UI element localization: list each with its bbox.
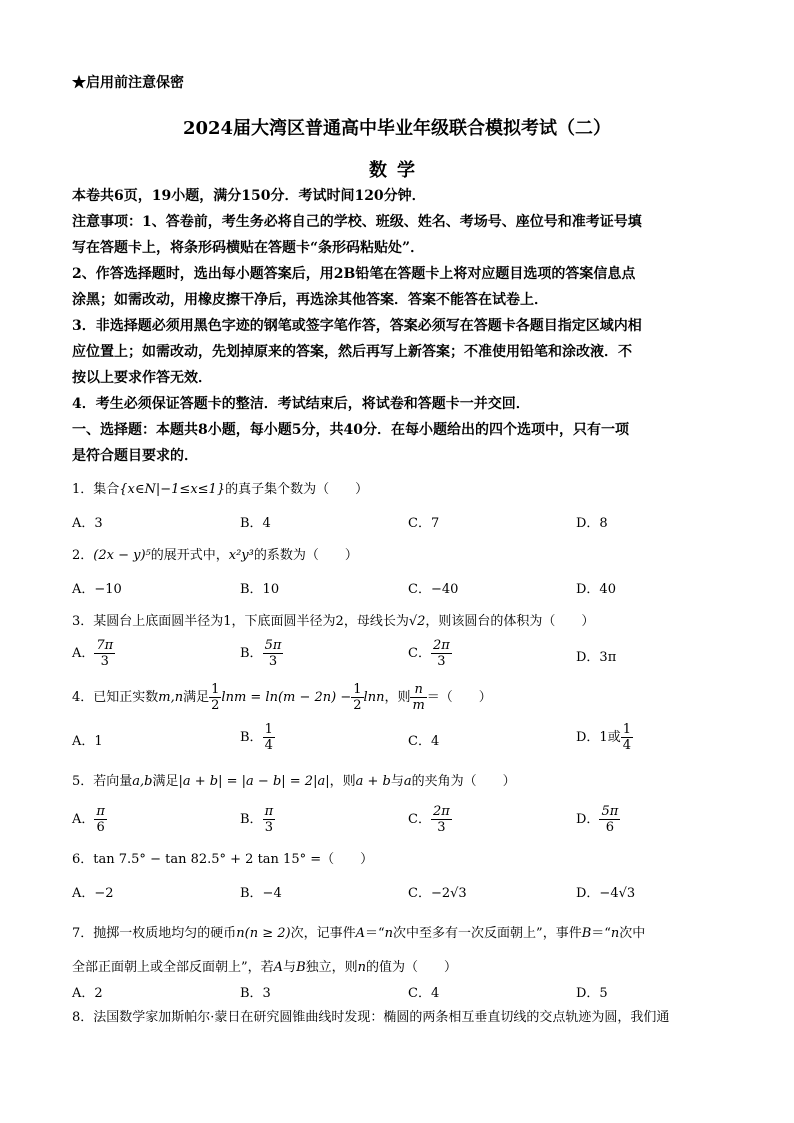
q3-option-c [408,638,452,669]
q3-b-label: B． [240,646,263,661]
q2-term-math: x²y³ [228,548,254,563]
q5-a-math: a [403,774,412,789]
q3-stem-pre: 3．某圆台上底面圆半径为1，下底面圆半径为2，母线长为 [72,614,409,629]
q5-option-a [72,804,107,835]
q7-n-math: n(n ≥ 2) [236,926,291,941]
q7-n-math-3: n [610,926,620,941]
q7-n-math-2: n [384,926,394,941]
question-5-stem [72,770,516,789]
q7-event-b: B [581,926,592,941]
q5-a-fraction [94,804,107,835]
question-1-stem [72,478,368,497]
q1-option-b: B．4 [240,516,271,531]
q7-option-b: B．3 [240,986,271,1001]
q3-option-a [72,638,115,669]
question-4-stem [72,682,492,713]
q3-c-num: 2π [432,638,450,653]
q5-stem-pre: 5．若向量 [72,774,133,789]
q1-set-math: {x∈N|−1≤x≤1} [119,482,226,497]
q4-option-b [240,722,275,753]
q4-mn-math: m,n [158,690,184,705]
section-1-a: 一、选择题：本题共8小题，每小题5分，共40分．在每小题给出的四个选项中，只有一项 [72,422,629,438]
q5-c-den: 3 [437,820,446,835]
q2-binomial-math: (2x − y)⁵ [93,548,151,563]
q4-d-num: 1 [622,722,631,737]
q5-d-num: 5π [601,804,619,819]
q1-option-c: C．7 [408,516,440,531]
q7-stem-mid2: ＝“ [365,926,385,941]
note-3b: 应位置上；如需改动，先划掉原来的答案，然后再写上新答案；不准使用铅笔和涂改液．不 [72,344,632,360]
q7-option-d: D．5 [576,986,608,1001]
q4-option-c: C．4 [408,734,440,749]
q2-option-a: A．−10 [72,582,122,597]
q3-b-fraction [263,638,284,669]
q3-b-den: 3 [268,654,278,669]
q4-d-den: 4 [622,738,631,753]
note-2a: 2、作答选择题时，选出每小题答案后，用2B铅笔在答题卡上将对应题目选项的答案信息点 [72,266,636,282]
q4-stem-mid: 满足 [183,690,210,705]
q5-option-c [408,804,452,835]
q5-stem-mid2: ，则 [329,774,356,789]
q2-stem-mid: 的展开式中， [150,548,229,563]
question-7-stem-line2 [72,956,457,975]
q5-option-d [576,804,620,835]
q4-option-d [576,722,633,753]
q5-b-fraction [263,804,276,835]
q7-line2-mid2: 独立，则 [305,960,358,975]
q4-nm-den: m [412,698,425,713]
note-2b: 涂黑；如需改动，用橡皮擦干净后，再选涂其他答案．答案不能答在试卷上． [72,292,548,308]
q4-nm-fraction [410,682,426,713]
exam-title: 2024届大湾区普通高中毕业年级联合模拟考试（二） [182,118,612,139]
q5-c-label: C． [408,812,431,827]
q7-stem-mid3: 次中至多有一次反面朝上”，事件 [393,926,582,941]
q6-option-c: C．−2√3 [408,886,467,901]
q7-line2-n: n [357,960,367,975]
q2-stem-post: 的系数为（ ） [253,548,358,563]
q5-b-num: π [264,804,274,819]
question-3-stem [72,610,594,629]
q3-a-num: 7π [96,638,114,653]
note-3a: 3．非选择题必须用黑色字迹的钢笔或签字笔作答，答案必须写在答题卡各题目指定区域内相 [72,318,642,334]
question-7-stem [72,922,645,941]
q5-stem-mid3: 与 [390,774,404,789]
q6-option-b: B．−4 [240,886,282,901]
q3-a-label: A． [72,646,95,661]
intro-line: 本卷共6页，19小题，满分150分．考试时间120分钟． [72,188,426,204]
note-1a: 注意事项：1、答卷前，考生务必将自己的学校、班级、姓名、考场号、座位号和准考证号填 [72,214,642,230]
q3-c-fraction [431,638,452,669]
q1-option-a: A．3 [72,516,103,531]
q3-option-d: D．3π [576,650,617,665]
q5-condition-math: |a + b| = |a − b| = 2|a| [178,774,330,789]
q5-d-label: D． [576,812,600,827]
q7-option-c: C．4 [408,986,440,1001]
q6-stem-pre: 6． [72,852,94,867]
q7-option-a: A．2 [72,986,103,1001]
question-8-stem: 8．法国数学家加斯帕尔·蒙日在研究圆锥曲线时发现：椭圆的两条相互垂直切线的交点轨迹为圆，我们通 [72,1010,670,1025]
q4-half-fraction [209,682,221,713]
q5-b-label: B． [240,812,263,827]
q7-stem-mid4: ＝“ [591,926,611,941]
q2-option-c: C．−40 [408,582,459,597]
q4-stem-pre: 4．已知正实数 [72,690,159,705]
q1-stem-pre: 1．集合 [72,482,120,497]
q4-option-a: A．1 [72,734,103,749]
q7-stem-end: 次中 [619,926,646,941]
question-6-stem [72,848,373,867]
q1-stem-post: 的真子集个数为（ ） [225,482,369,497]
q6-option-d: D．−4√3 [576,886,636,901]
q5-d-fraction [599,804,620,835]
q3-b-num: 5π [264,638,282,653]
q4-nm-num: n [410,682,426,698]
q5-d-den: 6 [605,820,614,835]
q3-c-label: C． [408,646,431,661]
q5-c-fraction [431,804,452,835]
q4-d-fraction [621,722,633,753]
q3-sqrt-math: √2 [408,614,426,629]
q6-option-a: A．−2 [72,886,114,901]
section-1-b: 是符合题目要求的． [72,448,198,464]
q6-stem-post: （ ） [321,852,374,867]
q4-half2-den: 2 [353,698,362,713]
q7-line2-mid: 与 [283,960,297,975]
q4-stem-end: ＝（ ） [426,690,492,705]
q3-a-den: 3 [100,654,109,669]
q4-b-fraction [263,722,275,753]
q5-a-den: 6 [96,820,105,835]
confidential-label: ★启用前注意保密 [72,75,184,91]
note-4: 4．考生必须保证答题卡的整洁．考试结束后，将试卷和答题卡一并交回． [72,396,530,412]
q5-c-num: 2π [432,804,450,819]
q2-stem-pre: 2． [72,548,94,563]
q7-stem-mid: 次，记事件 [290,926,356,941]
q5-sum-math: a + b [355,774,391,789]
q4-d-label: D．1或 [576,730,621,745]
q4-b-den: 4 [264,738,273,753]
q7-line2-a: A [273,960,284,975]
q7-line2-post: 的值为（ ） [366,960,458,975]
q2-option-b: B．10 [240,582,280,597]
q7-line2-pre: 全部正面朝上或全部反面朝上”，若 [72,960,274,975]
q4-stem-post: ，则 [384,690,411,705]
q4-equation-math: lnm = ln(m − 2n) − [221,690,352,705]
q4-b-label: B． [240,730,263,745]
q5-a-label: A． [72,812,95,827]
q4-half-fraction-2 [351,682,363,713]
q1-option-d: D．8 [576,516,608,531]
q7-event-a: A [355,926,366,941]
q5-stem-post: 的夹角为（ ） [411,774,516,789]
q4-half2-num: 1 [353,682,362,697]
q5-a-num: π [96,804,105,819]
q7-line2-b: B [296,960,306,975]
q3-stem-post: ，则该圆台的体积为（ ） [425,614,595,629]
q5-b-den: 3 [264,820,273,835]
q5-stem-mid: 满足 [152,774,179,789]
question-2-stem [72,544,358,563]
q3-option-b [240,638,283,669]
q4-half-num: 1 [211,682,220,697]
q4-lnn-math: lnn [363,690,385,705]
q3-c-den: 3 [437,654,446,669]
q4-b-num: 1 [264,722,273,737]
note-1b: 写在答题卡上，将条形码横贴在答题卡“条形码粘贴处”． [72,240,425,256]
q3-a-fraction [94,638,115,669]
q6-expression-math: tan 7.5° − tan 82.5° + 2 tan 15° = [93,852,322,867]
q7-stem-pre: 7．抛掷一枚质地均匀的硬币 [72,926,237,941]
q2-option-d: D．40 [576,582,616,597]
q5-option-b [240,804,275,835]
q4-half-den: 2 [211,698,220,713]
subject-title: 数学 [369,160,425,181]
note-3c: 按以上要求作答无效． [72,370,212,386]
q5-vectors-math: a,b [132,774,153,789]
